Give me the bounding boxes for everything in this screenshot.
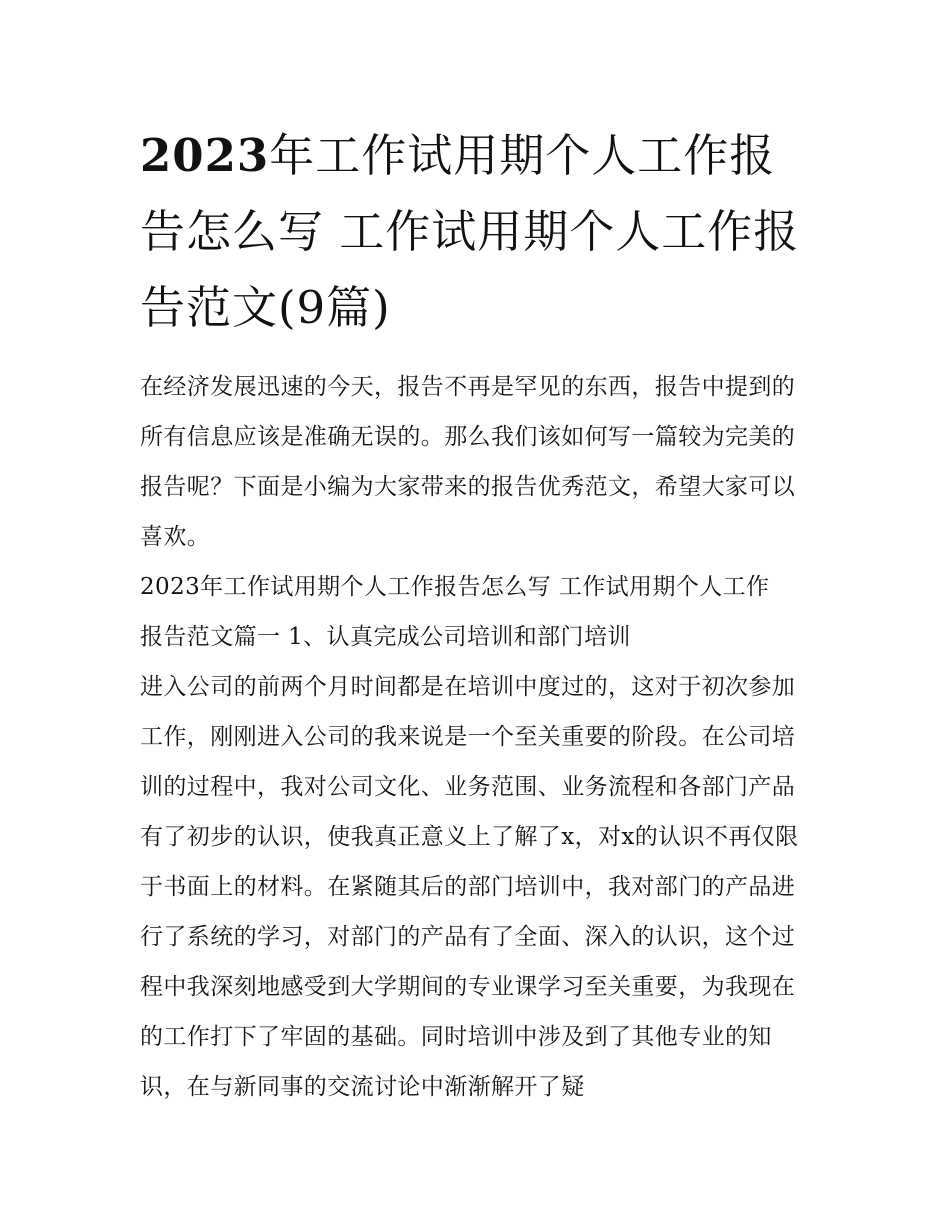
title-text: 年工作试用期个人工作报告怎么写 工作试用期个人工作报告范文(9篇)	[140, 129, 800, 334]
document-title	[140, 118, 815, 346]
document-page	[140, 118, 815, 1112]
body-paragraph: 进入公司的前两个月时间都是在培训中度过的，这对于初次参加工作，刚刚进入公司的我来说是一个至关重要的阶段。在公司培训的过程中，我对公司文化、业务范围、业务流程和各部门产品有了初步的认识，使我真正意义上了解了x，对x的认识不再仅限于书面上的材料。在紧随其后的部门培训中，我对部门的产品进行了系统的学习，对部门的产品有了全面、深入的认识，这个过程中我深刻地感受到大学期间的专业课学习至关重要，为我现在的工作打下了牢固的基础。同时培训中涉及到了其他专业的知识，在与新同事的交流讨论中渐渐解开了疑	[140, 674, 799, 1100]
title-year: 2023	[140, 129, 270, 182]
intro-paragraph: 在经济发展迅速的今天，报告不再是罕见的东西，报告中提到的所有信息应该是准确无误的。那么我们该如何写一篇较为完美的报告呢？下面是小编为大家带来的报告优秀范文，希望大家可以喜欢。	[140, 374, 796, 550]
section-heading-line-2: 报告范文篇一 1、认真完成公司培训和部门培训	[140, 624, 631, 650]
section-heading	[140, 562, 815, 662]
section-heading-line-1: 2023年工作试用期个人工作报告怎么写 工作试用期个人工作	[140, 574, 770, 600]
